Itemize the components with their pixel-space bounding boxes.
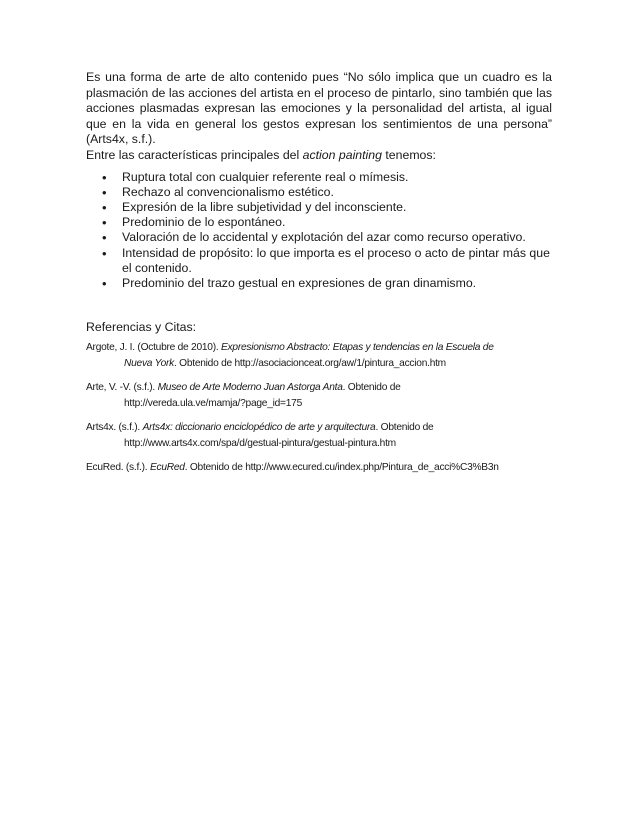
list-item: • Valoración de lo accidental y explotación del azar como recurso operativo.: [86, 230, 552, 245]
intro-text: Entre las características principales del: [86, 147, 303, 162]
ref-title: Arts4x: diccionario enciclopédico de arte y arquitectura: [142, 422, 376, 434]
reference-entry: [86, 460, 552, 476]
ref-author: EcuRed. (s.f.).: [86, 462, 150, 474]
ref-source: . Obtenido de: [342, 382, 401, 394]
ref-author: Arts4x. (s.f.).: [86, 422, 143, 434]
list-item: • Ruptura total con cualquier referente real o mímesis.: [86, 170, 552, 185]
reference-entry: [86, 340, 552, 372]
ref-url: http://vereda.ula.ve/mamja/?page_id=175: [124, 398, 302, 410]
ref-url: http://www.arts4x.com/spa/d/gestual-pintura/gestual-pintura.htm: [124, 438, 396, 450]
intro-paragraph: [86, 148, 552, 164]
list-item: • Predominio de lo espontáneo.: [86, 215, 552, 230]
list-item: • Rechazo al convencionalismo estético.: [86, 185, 552, 200]
references-heading: Referencias y Citas:: [86, 320, 197, 335]
ref-author: Arte, V. -V. (s.f.).: [86, 382, 158, 394]
intro-text-end: tenemos:: [381, 147, 436, 162]
ref-title: EcuRed: [149, 462, 185, 474]
reference-entry: [86, 380, 552, 412]
intro-italic-term: action painting: [302, 147, 382, 162]
ref-title: Expresionismo Abstracto: Etapas y tendencias en la Escuela de: [221, 342, 494, 354]
ref-title: Museo de Arte Moderno Juan Astorga Anta: [157, 382, 343, 394]
ref-line-2: [124, 356, 552, 372]
ref-source: . Obtenido de http://asociacionceat.org/aw/1/pintura_accion.htm: [173, 358, 446, 370]
list-item: • Expresión de la libre subjetividad y del inconsciente.: [86, 200, 552, 215]
ref-source: . Obtenido de: [375, 422, 434, 434]
characteristics-list: [86, 170, 552, 292]
ref-source: . Obtenido de http://www.ecured.cu/index.php/Pintura_de_acci%C3%B3n: [184, 462, 499, 474]
reference-entry: [86, 420, 552, 452]
ref-author: Argote, J. I. (Octubre de 2010).: [86, 342, 222, 354]
list-item: • Intensidad de propósito: lo que importa es el proceso o acto de pintar más que el contenido.: [86, 246, 552, 276]
list-item: • Predominio del trazo gestual en expresiones de gran dinamismo.: [86, 276, 552, 291]
ref-title-cont: Nueva York: [124, 358, 174, 370]
document-page: [86, 70, 552, 484]
body-paragraph: Es una forma de arte de alto contenido pues “No sólo implica que un cuadro es la plasmación de las acciones del artista en el proceso de pintarlo, sino también que las acciones plasmadas expresan las emociones y la personalidad del artista, al igual que en la vida en general los gestos expresan los sentimientos de una persona” (Arts4x, s.f.).: [86, 70, 552, 147]
